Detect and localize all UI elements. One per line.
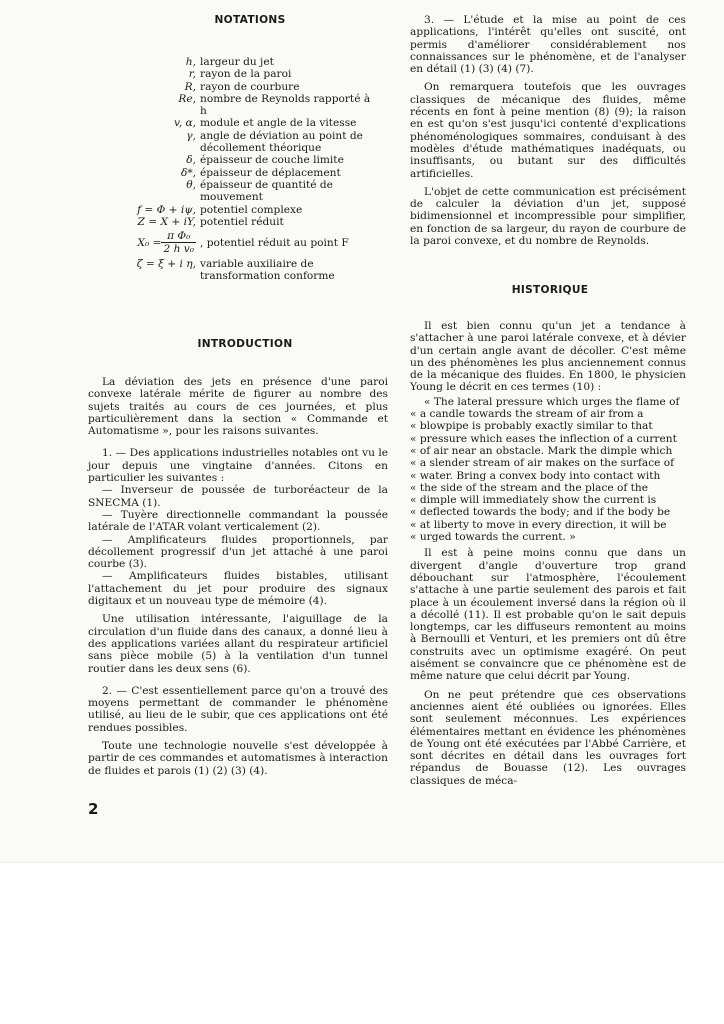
notation-definition: potentiel complexe — [200, 203, 303, 216]
notation-symbol: f = Φ + iψ, — [137, 203, 196, 216]
notation-row — [108, 179, 380, 204]
notation-definition: module et angle de la vitesse — [200, 117, 357, 130]
notation-row — [108, 204, 380, 216]
notation-symbol: Z = X + iY, — [137, 215, 196, 228]
notation-row — [108, 130, 380, 155]
paragraph: — Tuyère directionnelle commandant la poussée latérale de l'ATAR volant verticalement (2). — [88, 508, 388, 534]
paragraph: Toute une technologie nouvelle s'est développée à partir de ces commandes et automatismes à interaction de fluides et parois (1) (2) (3) (4). — [88, 740, 388, 777]
paragraph: — Inverseur de poussée de turboréacteur de la SNECMA (1). — [88, 484, 388, 509]
quote-line: « of air near an obstacle. Mark the dimple which — [410, 444, 673, 457]
notation-row — [108, 117, 380, 129]
notation-row — [108, 258, 380, 283]
paragraph: On ne peut prétendre que ces observations anciennes aient été oubliées ou ignorées. Elles sont seulement méconnues. Les expériences élémentaires mettant en évidence les phénomènes de Young ont été exécutées par l'Abbé Carrière, et sont décrites en détail dans les ouvrages fort répandus de Bouasse (12). Les ouvrages classiques de méca- — [410, 688, 686, 787]
notation-symbol: R, — [184, 80, 196, 93]
x0-numerator: π Φ₀ — [161, 230, 196, 243]
right-column-historique — [410, 320, 686, 793]
x0-denominator: 2 h v₀ — [163, 243, 194, 256]
notation-definition: rayon de courbure — [200, 80, 300, 93]
quote-line: « pressure which eases the inflection of a current — [410, 432, 677, 445]
notation-symbol: r, — [188, 68, 196, 81]
notation-row — [108, 93, 380, 118]
notation-symbol: θ, — [186, 178, 196, 191]
quote-line: « The lateral pressure which urges the flame of — [424, 395, 680, 408]
quote-line: « urged towards the current. » — [410, 531, 576, 544]
paragraph: Une utilisation intéressante, l'aiguillage de la circulation d'un fluide dans des canaux, a donné lieu à des applications variées allant du respirateur artificiel sans pièce mobile (5) à la ventilation d'un tunnel routier dans les deux sens (6). — [88, 613, 388, 675]
notation-definition: épaisseur de quantité de mouvement — [200, 178, 333, 204]
quote-line: « a candle towards the stream of air from a — [410, 408, 644, 421]
notation-symbol: Re, — [178, 92, 196, 105]
notation-row — [108, 68, 380, 80]
notation-symbol: v, α, — [174, 117, 196, 130]
quote-line: « a slender stream of air makes on the surface of — [410, 457, 675, 470]
notation-definition: angle de déviation au point de décollement théorique — [200, 129, 363, 155]
notation-row — [108, 56, 380, 68]
quote-line: « water. Bring a convex body into contact with — [410, 469, 661, 482]
notation-symbol — [108, 230, 200, 256]
paragraph: On remarquera toutefois que les ouvrages classiques de mécanique des fluides, même récents en font à peine mention (8) (9); la raison en est qu'on s'est jusqu'ici contenté d'explications phénoménologiques sommaires, conduisant à des modèles d'étude mathématiques inadéquats, ou insuffisants, ou butant sur des difficultés artificielles. — [410, 81, 686, 180]
quote-line: « deflected towards the body; and if the body be — [410, 506, 671, 519]
notation-definition: épaisseur de déplacement — [200, 166, 341, 179]
page-number: 2 — [88, 800, 99, 818]
notation-definition: largeur du jet — [200, 56, 274, 68]
notation-row — [108, 154, 380, 166]
right-column-top — [410, 14, 686, 253]
paragraph: L'objet de cette communication est précisément de calculer la déviation d'un jet, supposé bidimensionnel et incompressible pour simplifier, en fonction de sa largeur, du rayon de courbure de la paroi convexe, et du nombre de Reynolds. — [410, 185, 686, 248]
notation-definition: nombre de Reynolds rapporté à h — [200, 92, 371, 118]
x0-lhs: X₀ = — [137, 236, 162, 249]
notation-row-x0 — [108, 230, 380, 256]
notation-row — [108, 167, 380, 179]
notation-definition: épaisseur de couche limite — [200, 154, 344, 167]
notation-definition: variable auxiliaire de transformation conforme — [200, 257, 335, 283]
left-column — [88, 376, 388, 783]
notation-symbol: γ, — [186, 129, 196, 142]
paragraph: — Amplificateurs fluides bistables, utilisant l'attachement du jet pour produire des signaux digitaux et un nouveau type de mémoire (4). — [88, 570, 388, 608]
notation-row — [108, 216, 380, 228]
notations-heading: NOTATIONS — [214, 14, 286, 26]
paragraph: — Amplificateurs fluides proportionnels, par décollement progressif d'un jet attaché à une paroi courbe (3). — [88, 533, 388, 571]
young-quote — [410, 396, 686, 544]
notation-symbol: δ*, — [180, 166, 196, 179]
quote-line: « the side of the stream and the place of the — [410, 481, 649, 494]
notation-definition: , potentiel réduit au point F — [200, 236, 349, 249]
notation-definition: rayon de la paroi — [200, 68, 292, 81]
quote-line: « dimple will immediately show the current is — [410, 494, 657, 507]
notation-row — [108, 81, 380, 93]
notations-list — [108, 56, 380, 282]
notation-symbol: δ, — [186, 154, 196, 167]
paragraph: Il est à peine moins connu que dans un divergent d'angle d'ouverture trop grand débouchant sur l'atmosphère, l'écoulement s'attache à une partie seulement des parois et fait place à un écoulement inversé dans la région où il a décollé (11). Il est probable qu'on le sait depuis longtemps, car les diffuseurs remontent au moins à Bernoulli et Venturi, et les premiers ont dû être construits avec un optimisme exagéré. On peut aisément se convaincre que ce phénomène est de même nature que celui décrit par Young. — [410, 547, 686, 683]
paragraph: 3. — L'étude et la mise au point de ces applications, l'intérêt qu'elles ont suscité, ont permis d'améliorer considérablement nos connaissances sur le phénomène, et de l'analyser en détail (1) (3) (4) (7). — [410, 14, 686, 76]
notation-symbol: h, — [185, 56, 196, 68]
notation-definition: potentiel réduit — [200, 215, 284, 228]
notation-symbol: ζ = ξ + i η, — [136, 257, 196, 270]
quote-line: « blowpipe is probably exactly similar to that — [410, 420, 653, 433]
historique-heading: HISTORIQUE — [511, 284, 589, 296]
paragraph: 1. — Des applications industrielles notables ont vu le jour depuis une vingtaine d'années. Citons en particulier les suivantes : — [88, 447, 388, 485]
paragraph: Il est bien connu qu'un jet a tendance à s'attacher à une paroi latérale convexe, et à dévier d'un certain angle avant de décoller. C'est même un des phénomènes les plus anciennement connus de la mécanique des fluides. En 1800, le physicien Young le décrit en ces termes (10) : — [410, 320, 686, 394]
paragraph: 2. — C'est essentiellement parce qu'on a trouvé des moyens permettant de commander le phénomène utilisé, au lieu de le subir, que ces applications ont été rendues possibles. — [88, 684, 388, 734]
introduction-heading: INTRODUCTION — [197, 338, 293, 350]
quote-line: « at liberty to move in every direction, it will be — [410, 518, 667, 531]
paragraph: La déviation des jets en présence d'une paroi convexe latérale mérite de figurer au nombre des sujets traités au cours de ces journées, et plus particulièrement dans la section « Commande et Automatisme », pour les raisons suivantes. — [88, 376, 388, 438]
x0-fraction — [161, 230, 196, 256]
